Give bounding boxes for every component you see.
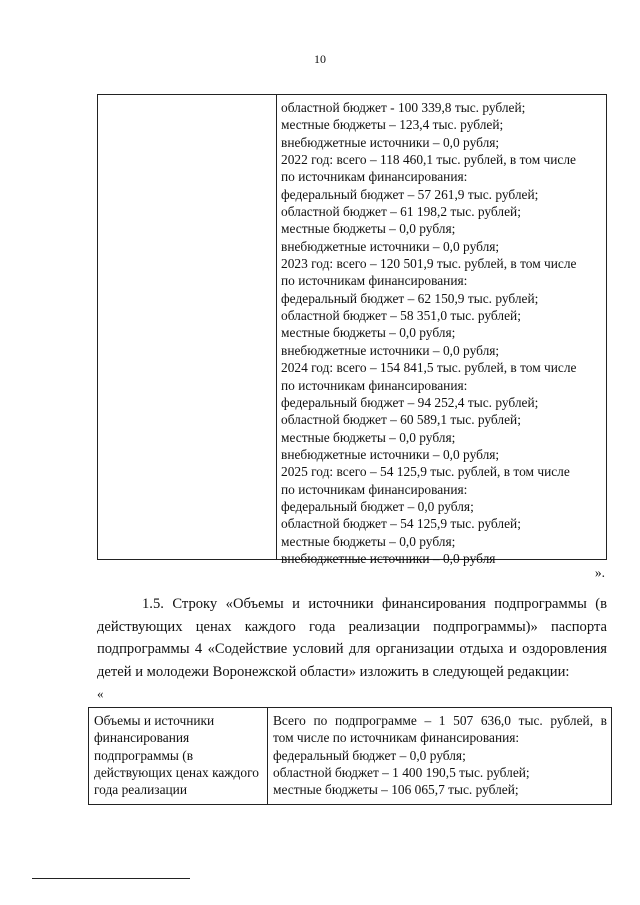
paragraph-line: действующих ценах каждого года реализации подпрограммы)» паспорта bbox=[97, 618, 607, 635]
funding-line: внебюджетные источники – 0,0 рубля; bbox=[281, 238, 500, 254]
funding-line: по источникам финансирования: bbox=[281, 273, 468, 289]
funding-line: Всего по подпрограмме – 1 507 636,0 тыс. рублей, в bbox=[273, 713, 607, 728]
funding-line: по источникам финансирования: bbox=[281, 481, 468, 497]
funding-line: областной бюджет – 1 400 190,5 тыс. рублей; bbox=[273, 764, 530, 780]
footnote-separator bbox=[32, 878, 190, 879]
funding-details-cell bbox=[281, 99, 604, 567]
funding-line: областной бюджет - 100 339,8 тыс. рублей; bbox=[281, 100, 526, 115]
funding-table-continued bbox=[97, 94, 607, 566]
funding-line: местные бюджеты – 0,0 рубля; bbox=[281, 533, 456, 549]
funding-line: внебюджетные источники – 0,0 рубля; bbox=[281, 342, 500, 358]
paragraph-line: подпрограммы 4 «Содействие условий для организации отдыха и оздоровления bbox=[97, 641, 607, 658]
funding-line: местные бюджеты – 0,0 рубля; bbox=[281, 325, 456, 341]
funding-line: федеральный бюджет – 57 261,9 тыс. рублей; bbox=[281, 186, 539, 202]
funding-line: местные бюджеты – 0,0 рубля; bbox=[281, 429, 456, 445]
funding-line: местные бюджеты – 106 065,7 тыс. рублей; bbox=[273, 782, 519, 798]
funding-line: внебюджетные источники – 0,0 рубля; bbox=[281, 446, 500, 462]
funding-line: 2025 год: всего – 54 125,9 тыс. рублей, в том числе bbox=[281, 464, 570, 480]
amendment-paragraph bbox=[97, 593, 607, 683]
funding-details-cell bbox=[273, 712, 607, 798]
funding-line: областной бюджет – 58 351,0 тыс. рублей; bbox=[281, 308, 521, 324]
funding-line: местные бюджеты – 0,0 рубля; bbox=[281, 221, 456, 237]
closing-quote: ». bbox=[594, 565, 605, 580]
funding-line: областной бюджет – 54 125,9 тыс. рублей; bbox=[281, 516, 521, 532]
funding-line: внебюджетные источники – 0,0 рубля; bbox=[281, 134, 500, 150]
funding-line: федеральный бюджет – 0,0 рубля; bbox=[281, 498, 474, 514]
funding-line: 2023 год: всего – 120 501,9 тыс. рублей, в том числе bbox=[281, 256, 577, 272]
funding-line: внебюджетные источники – 0,0 рубля bbox=[281, 550, 496, 566]
funding-line: федеральный бюджет – 0,0 рубля; bbox=[273, 747, 466, 763]
funding-line: федеральный бюджет – 62 150,9 тыс. рублей; bbox=[281, 290, 539, 306]
paragraph-line: 1.5. Строку «Объемы и источники финансирования подпрограммы (в bbox=[142, 596, 607, 612]
page-number: 10 bbox=[314, 52, 326, 66]
funding-line: по источникам финансирования: bbox=[281, 169, 468, 185]
funding-line: по источникам финансирования: bbox=[281, 377, 468, 393]
funding-line: областной бюджет – 61 198,2 тыс. рублей; bbox=[281, 204, 521, 220]
paragraph-line: детей и молодежи Воронежской области» изложить в следующей редакции: bbox=[97, 663, 570, 680]
funding-line: федеральный бюджет – 94 252,4 тыс. рублей; bbox=[281, 394, 539, 410]
funding-table-new bbox=[88, 707, 612, 805]
column-divider bbox=[276, 95, 277, 559]
funding-line: областной бюджет – 60 589,1 тыс. рублей; bbox=[281, 412, 521, 428]
funding-line: том числе по источникам финансирования: bbox=[273, 730, 520, 746]
funding-line: местные бюджеты – 123,4 тыс. рублей; bbox=[281, 117, 504, 133]
funding-line: 2022 год: всего – 118 460,1 тыс. рублей, в том числе bbox=[281, 152, 576, 168]
column-divider bbox=[267, 708, 268, 804]
opening-quote: « bbox=[97, 686, 104, 701]
funding-line: 2024 год: всего – 154 841,5 тыс. рублей, в том числе bbox=[281, 360, 577, 376]
row-heading-cell: Объемы и источники финансирования подпрограммы (в действующих ценах каждого года реализации bbox=[94, 713, 259, 798]
